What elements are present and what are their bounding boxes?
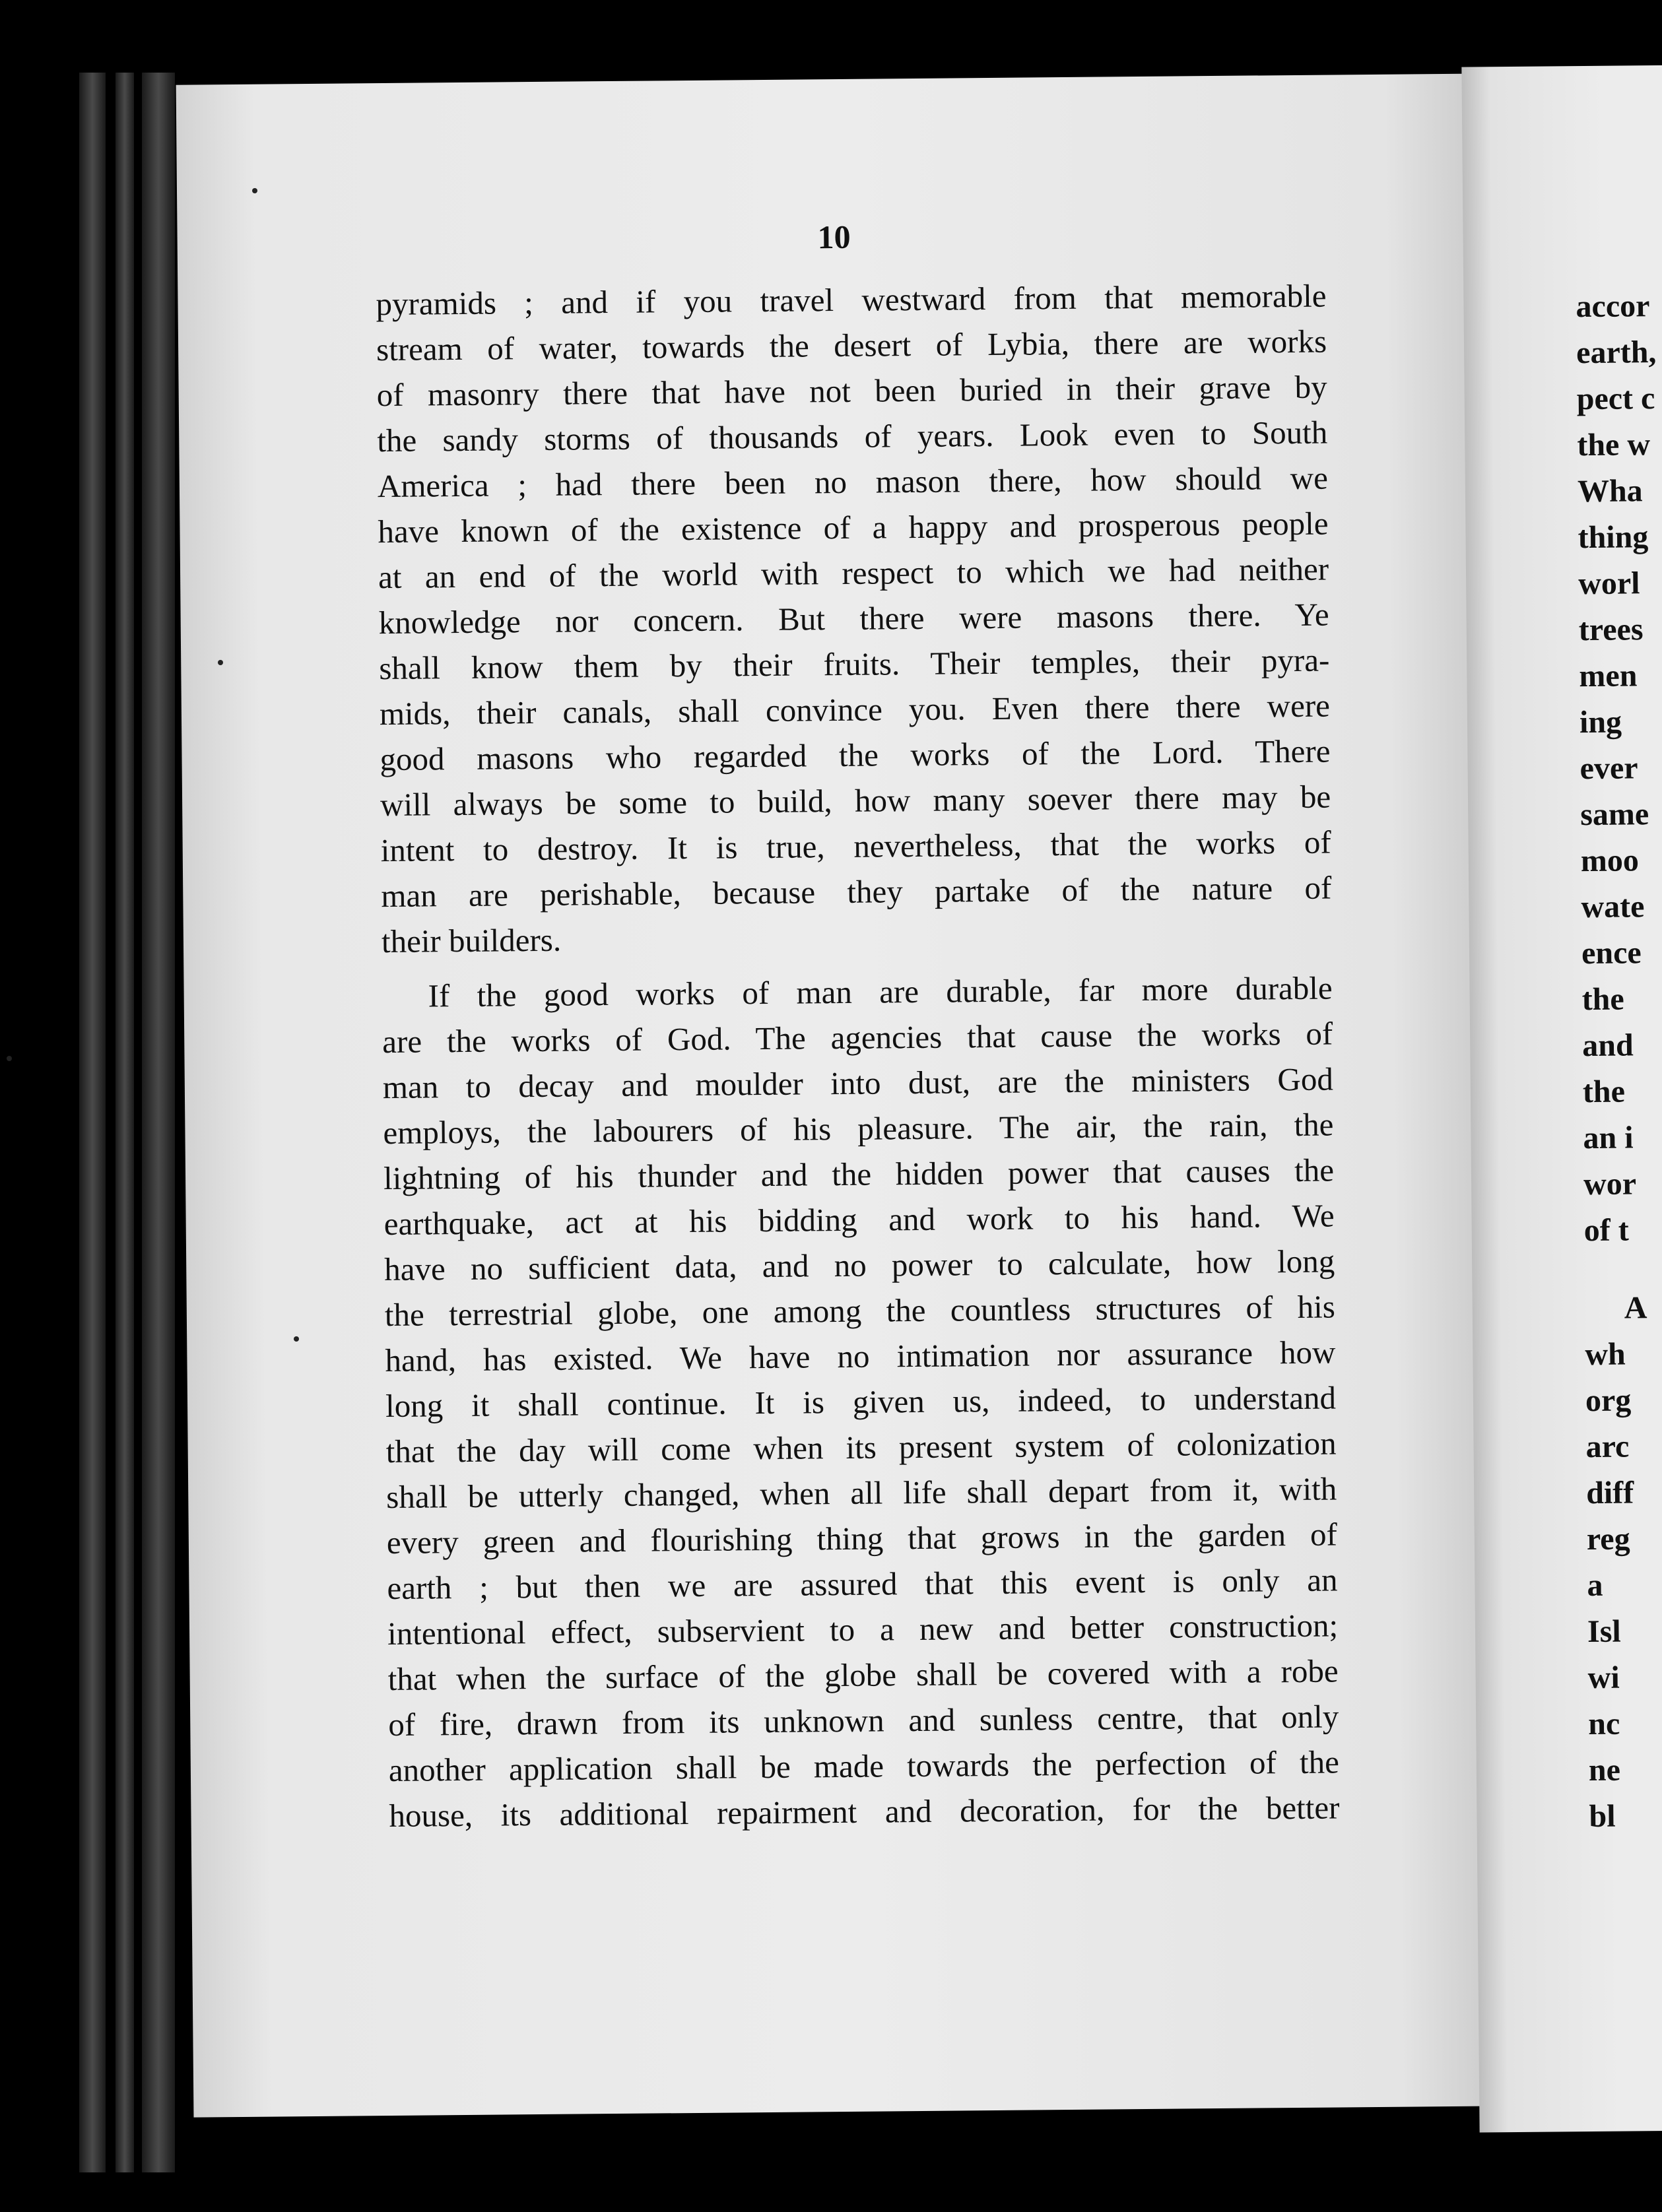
text-line: earth ; but then we are assured that this event is only an (387, 1561, 1338, 1607)
text-line: man are perishable, because they partake of the nature of (381, 869, 1332, 915)
text-line: reg (1586, 1521, 1630, 1557)
text-line: If the good works of man are durable, far more durable (428, 969, 1333, 1014)
text-line: good masons who regarded the works of the Lord. There (380, 732, 1331, 778)
text-line: accor (1576, 288, 1650, 325)
text-line: stream of water, towards the desert of Lybia, there are works (376, 323, 1327, 368)
book-edge (142, 73, 175, 2172)
text-line: another application shall be made towards the perfection of the (388, 1743, 1340, 1789)
text-line: of fire, drawn from its unknown and sunless centre, that only (388, 1698, 1339, 1743)
text-line: house, its additional repairment and decoration, for the better (389, 1789, 1340, 1835)
text-line: America ; had there been no mason there, how should we (377, 459, 1329, 505)
text-line: lightning of his thunder and the hidden power that causes the (383, 1152, 1335, 1197)
text-line: of t (1583, 1212, 1629, 1249)
text-line: the sandy storms of thousands of years. Look even to South (377, 414, 1328, 459)
text-line: worl (1578, 566, 1640, 602)
paragraph-1 (376, 273, 1332, 965)
text-line: wate (1581, 889, 1645, 925)
text-line: ing (1579, 704, 1622, 740)
text-line: shall be utterly changed, when all life shall depart from it, with (386, 1470, 1337, 1516)
text-line: thing (1578, 519, 1649, 556)
text-line: shall know them by their fruits. Their temples, their pyra- (379, 641, 1330, 687)
text-line: diff (1585, 1475, 1634, 1511)
text-line: that when the surface of the globe shall be covered with a robe (387, 1652, 1339, 1698)
text-line: ever (1579, 750, 1638, 787)
body-text (376, 273, 1340, 1838)
text-line: man to decay and moulder into dust, are the ministers God (382, 1060, 1334, 1106)
text-line: ence (1581, 935, 1642, 971)
speck (218, 660, 223, 665)
left-page (176, 73, 1508, 2117)
text-line: have known of the existence of a happy and prosperous people (378, 505, 1329, 550)
text-line: knowledge nor concern. But there were masons there. Ye (378, 596, 1329, 641)
text-line: pect c (1576, 381, 1655, 417)
text-line: at an end of the world with respect to which we had neither (378, 550, 1329, 596)
paragraph-2 (382, 965, 1339, 1839)
text-line: an i (1583, 1120, 1634, 1156)
text-line: will always be some to build, how many soever there may be (380, 778, 1331, 824)
text-line: moo (1580, 843, 1640, 879)
text-line: bl (1589, 1798, 1616, 1835)
text-line: and (1582, 1027, 1634, 1064)
page-number: 10 (817, 218, 851, 256)
text-line: hand, has existed. We have no intimation nor assurance how (385, 1334, 1336, 1379)
text-line: every green and flourishing thing that grows in the garden of (386, 1516, 1338, 1561)
speck (294, 1336, 299, 1342)
text-line: trees (1578, 612, 1644, 648)
text-line: earthquake, act at his bidding and work to his hand. We (383, 1197, 1335, 1243)
text-line: wh (1585, 1336, 1626, 1373)
text-line: have no sufficient data, and no power to calculate, how long (384, 1243, 1335, 1288)
text-line: are the works of God. The agencies that cause the works of (382, 1015, 1333, 1060)
text-line: pyramids ; and if you travel westward from that memorable (376, 277, 1327, 323)
text-line: arc (1585, 1429, 1630, 1465)
text-line: mids, their canals, shall convince you. Even there there were (379, 687, 1331, 732)
text-line: their builders. (381, 921, 562, 960)
text-line: the terrestrial globe, one among the countless structures of his (384, 1288, 1336, 1334)
text-line: long it shall continue. It is given us, indeed, to understand (385, 1379, 1337, 1425)
right-page (1461, 65, 1662, 2132)
text-line: wor (1583, 1166, 1637, 1202)
text-line: Isl (1587, 1613, 1621, 1650)
text-line: wi (1587, 1660, 1620, 1696)
text-line: nc (1588, 1706, 1620, 1742)
text-line: intentional effect, subservient to a new and better construction; (387, 1607, 1339, 1652)
text-line: of masonry there that have not been buried in their grave by (376, 368, 1327, 414)
text-line: a (1587, 1567, 1603, 1604)
text-line: the (1582, 1074, 1626, 1110)
text-line: men (1579, 658, 1638, 694)
right-page-text (1576, 283, 1662, 1840)
text-line: earth, (1576, 335, 1657, 371)
text-line: the (1581, 981, 1624, 1018)
text-line: org (1585, 1382, 1632, 1419)
text-line: employs, the labourers of his pleasure. The air, the rain, the (383, 1106, 1334, 1152)
text-line: A (1624, 1290, 1647, 1326)
speck (7, 1056, 12, 1061)
text-line: same (1580, 797, 1649, 833)
book-edge (116, 73, 134, 2172)
text-line: that the day will come when its present system of colonization (385, 1425, 1337, 1470)
text-line: intent to destroy. It is true, nevertheless, that the works of (380, 824, 1331, 869)
book-edge (79, 73, 106, 2172)
speck (252, 188, 257, 193)
text-line: ne (1588, 1752, 1621, 1788)
text-line: the w (1577, 427, 1651, 463)
text-line: Wha (1577, 473, 1643, 509)
